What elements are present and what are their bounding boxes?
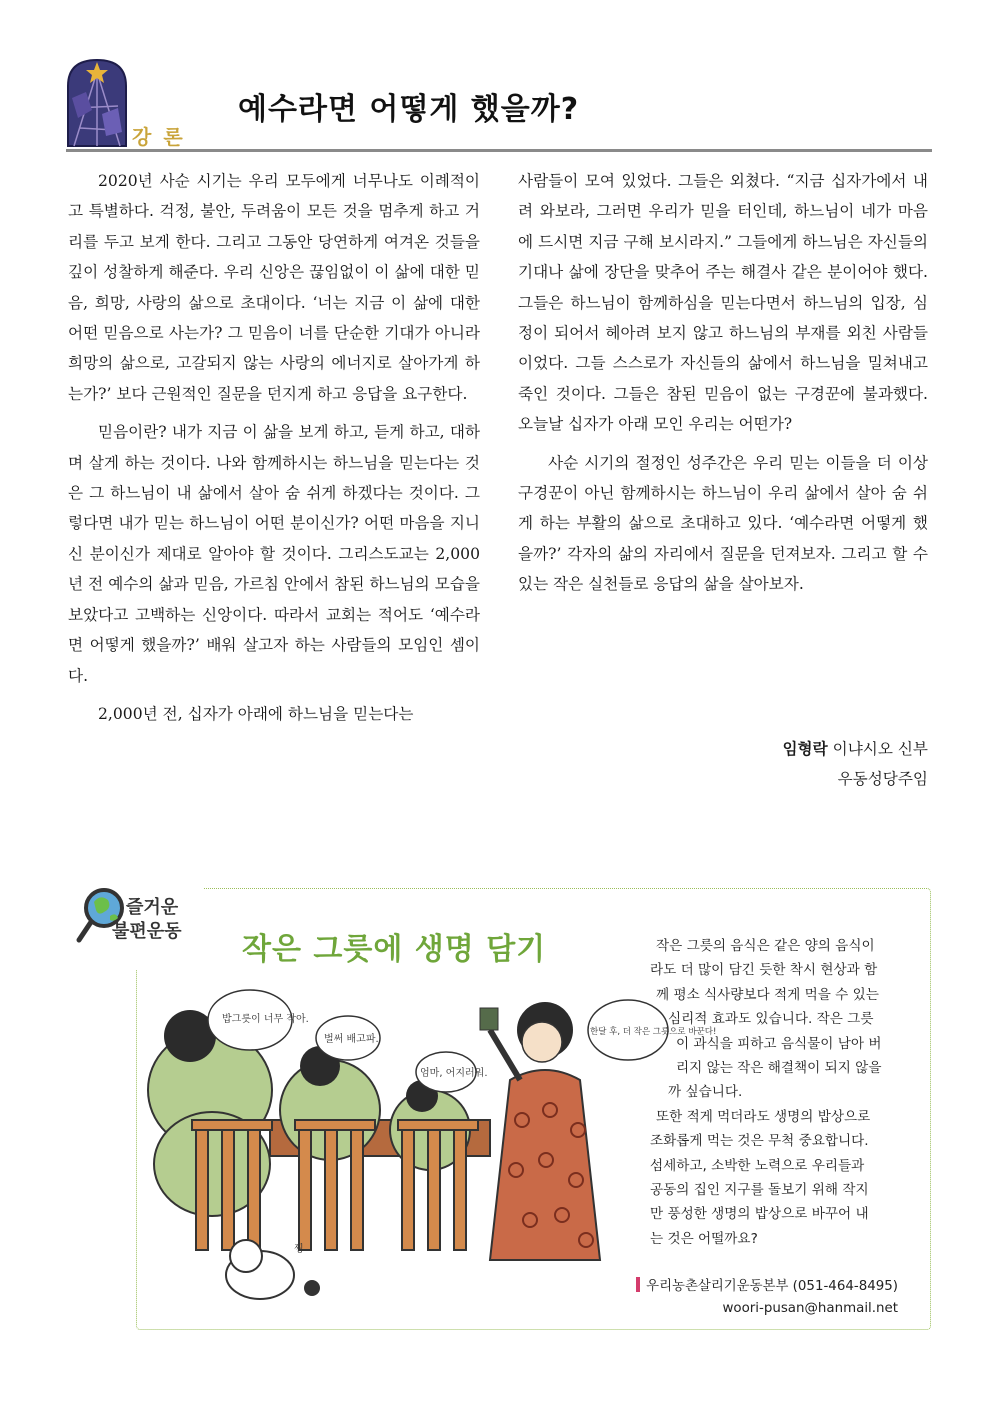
paragraph: 2020년 사순 시기는 우리 모두에게 너무나도 이례적이고 특별하다. 걱정, 불안, 두려움이 모든 것을 멈추게 하고 거리를 두고 보게 한다. 그리고 그동안 당연하게 여겨온 것들을 깊이 성찰하게 해준다. 우리 신앙은 끊임없이 이 삶에 대한 믿음, 희망, 사랑의 삶으로 초대이다. ‘너는 지금 이 삶에 대한 어떤 믿음으로 사는가? 그 믿음이 너를 단순한 기대가 아니라 희망의 삶으로, 고갈되지 않는 사랑의 에너지로 살아가게 하는가?’ 보다 근원적인 질문을 던지게 하고 응답을 요구한다. — [68, 172, 480, 403]
description-line: 조화롭게 먹는 것은 무척 중요합니다. — [650, 1133, 869, 1150]
paragraph: 사순 시기의 절정인 성주간은 우리 믿는 이들을 더 이상 구경꾼이 아닌 함께하시는 하느님이 우리 삶에서 살아 숨 쉬게 하는 부활의 삶으로 초대하고 있다. ‘예수라면 어떻게 했을까?’ 각자의 삶의 자리에서 질문을 던져보자. 그리고 할 수 있는 작은 실천들로 응답의 삶을 살아보자. — [518, 453, 928, 594]
campaign-logo-line2: 불편운동 — [112, 921, 182, 942]
contact-email[interactable]: woori-pusan@hanmail.net — [722, 1301, 898, 1316]
description-line: 까 싶습니다. — [668, 1084, 743, 1101]
author-role: 이냐시오 신부 — [832, 740, 928, 758]
description-line: 또한 적게 먹더라도 생명의 밥상으로 — [656, 1108, 871, 1125]
paragraph: 사람들이 모여 있었다. 그들은 외쳤다. “지금 십자가에서 내려 와보라, 그러면 우리가 믿을 터인데, 하느님이 네가 마음에 드시면 지금 구해 보시라지.” 그들에게 하느님은 자신들의 기대나 삶에 장단을 맞추어 주는 해결사 같은 분이어야 했다. 그들은 하느님이 함께하심을 믿는다면서 하느님의 입장, 심정이 되어서 헤아려 보지 않고 하느님의 부재를 외친 사람들이었다. 그들 스스로가 자신들의 삶에서 하느님을 밀쳐내고 죽인 것이다. 그들은 참된 믿음이 없는 구경꾼에 불과했다. 오늘날 십자가 아래 모인 우리는 어떤가? — [518, 172, 928, 434]
author-signature — [782, 734, 928, 794]
description-line: 만 풍성한 생명의 밥상으로 바꾸어 내 — [650, 1206, 869, 1223]
bubble-text-5: 찡 — [294, 1244, 304, 1255]
campaign-contact — [636, 1276, 898, 1320]
title-divider — [66, 149, 932, 152]
author-name: 임형락 — [782, 739, 828, 758]
paragraph: 2,000년 전, 십자가 아래에 하느님을 믿는다는 — [98, 704, 414, 723]
bubble-text-3: 엄마, 어지러워. — [420, 1068, 488, 1079]
contact-accent-bar — [636, 1277, 640, 1292]
article-left-column — [68, 166, 480, 737]
article-right-column — [518, 166, 928, 608]
author-parish: 우동성당주임 — [837, 770, 928, 788]
bubble-text-2: 벌써 배고파. — [324, 1034, 379, 1045]
description-line: 섬세하고, 소박한 노력으로 우리들과 — [650, 1157, 865, 1174]
contact-organization: 우리농촌살리기운동본부 (051-464-8495) — [646, 1279, 898, 1294]
section-label: 강론 — [132, 125, 195, 149]
bubble-text-4: 한달 후, 더 작은 그릇으로 바꾼다! — [590, 1027, 717, 1037]
description-line: 리지 않는 작은 해결책이 되지 않을 — [676, 1060, 882, 1077]
description-line: 라도 더 많이 담긴 듯한 착시 현상과 함 — [650, 962, 878, 979]
description-line: 심리적 효과도 있습니다. 작은 그릇 — [668, 1011, 874, 1028]
description-line: 이 과식을 피하고 음식물이 남아 버 — [676, 1035, 882, 1052]
description-line: 작은 그릇의 음식은 같은 양의 음식이 — [656, 938, 875, 954]
description-line: 공동의 집인 지구를 돌보기 위해 작지 — [650, 1182, 869, 1199]
description-line: 께 평소 식사량보다 적게 먹을 수 있는 — [656, 986, 879, 1003]
campaign-logo-line1: 즐거운 — [126, 897, 179, 918]
paragraph: 믿음이란? 내가 지금 이 삶을 보게 하고, 듣게 하고, 대하며 살게 하는 것이다. 나와 함께하시는 하느님을 믿는다는 것은 그 하느님이 내 삶에서 살아 숨 쉬게 하겠다는 것이다. 그렇다면 내가 믿는 하느님이 어떤 분이신가? 어떤 마음을 지니신 분이신가 제대로 알아야 할 것이다. 그리스도교는 2,000년 전 예수의 삶과 믿음, 가르침 안에서 참된 하느님의 모습을 보았다고 고백하는 신앙이다. 따라서 교회는 적어도 ‘예수라면 어떻게 했을까?’ 배워 살고자 하는 사람들의 모임인 셈이다. — [68, 423, 480, 685]
description-line: 는 것은 어떨까요? — [650, 1230, 758, 1247]
stained-glass-window-icon — [66, 58, 128, 146]
campaign-title: 작은 그릇에 생명 담기 — [242, 932, 547, 967]
bubble-text-1: 밥그릇이 너무 작아. — [222, 1014, 309, 1025]
article-title: 예수라면 어떻게 했을까? — [238, 92, 580, 127]
